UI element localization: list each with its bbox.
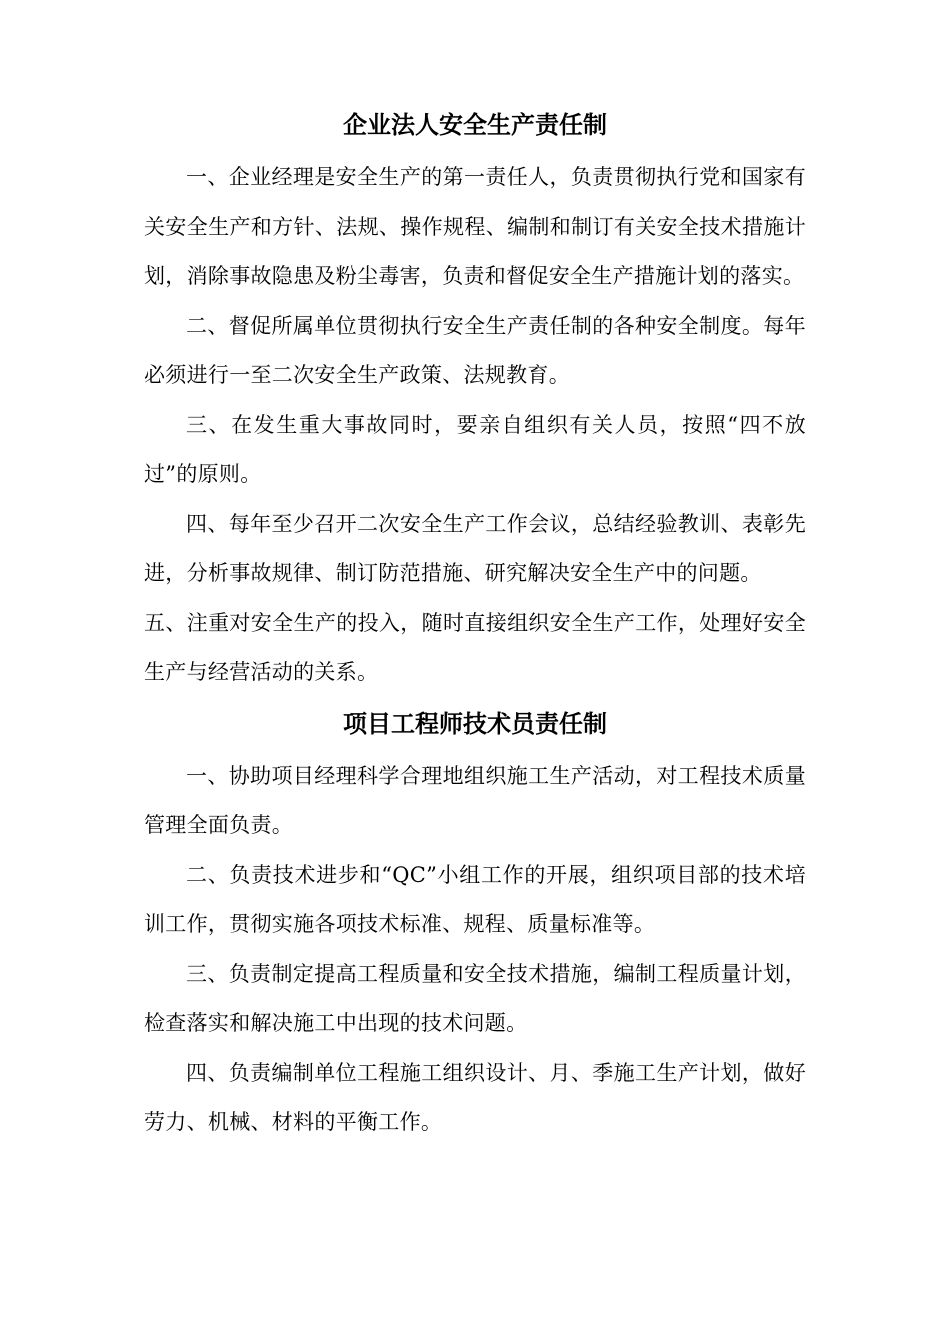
paragraph: 二、督促所属单位贯彻执行安全生产责任制的各种安全制度。每年必须进行一至二次安全生产政策、法规教育。 <box>144 313 806 387</box>
paragraph: 三、负责制定提高工程质量和安全技术措施，编制工程质量计划，检查落实和解决施工中出现的技术问题。 <box>144 961 806 1035</box>
section-engineer-technician-responsibility <box>144 704 806 1148</box>
document-page <box>144 105 806 1148</box>
section-title: 项目工程师技术员责任制 <box>343 708 607 738</box>
section-legal-person-responsibility <box>144 105 806 698</box>
section-title: 企业法人安全生产责任制 <box>343 110 607 139</box>
paragraph: 五、注重对安全生产的投入，随时直接组织安全生产工作，处理好安全生产与经营活动的关系。 <box>144 610 806 684</box>
paragraph: 四、负责编制单位工程施工组织设计、月、季施工生产计划，做好劳力、机械、材料的平衡工作。 <box>144 1060 806 1134</box>
paragraph: 二、负责技术进步和“QC”小组工作的开展，组织项目部的技术培训工作，贯彻实施各项技术标准、规程、质量标准等。 <box>144 862 806 936</box>
paragraph: 四、每年至少召开二次安全生产工作会议，总结经验教训、表彰先进，分析事故规律、制订防范措施、研究解决安全生产中的问题。 <box>144 511 806 585</box>
paragraph: 三、在发生重大事故同时，要亲自组织有关人员，按照“四不放过”的原则。 <box>144 412 806 486</box>
paragraph: 一、协助项目经理科学合理地组织施工生产活动，对工程技术质量管理全面负责。 <box>144 763 806 837</box>
paragraph: 一、企业经理是安全生产的第一责任人，负责贯彻执行党和国家有关安全生产和方针、法规、操作规程、编制和制订有关安全技术措施计划，消除事故隐患及粉尘毒害，负责和督促安全生产措施计划的落实。 <box>144 165 806 288</box>
